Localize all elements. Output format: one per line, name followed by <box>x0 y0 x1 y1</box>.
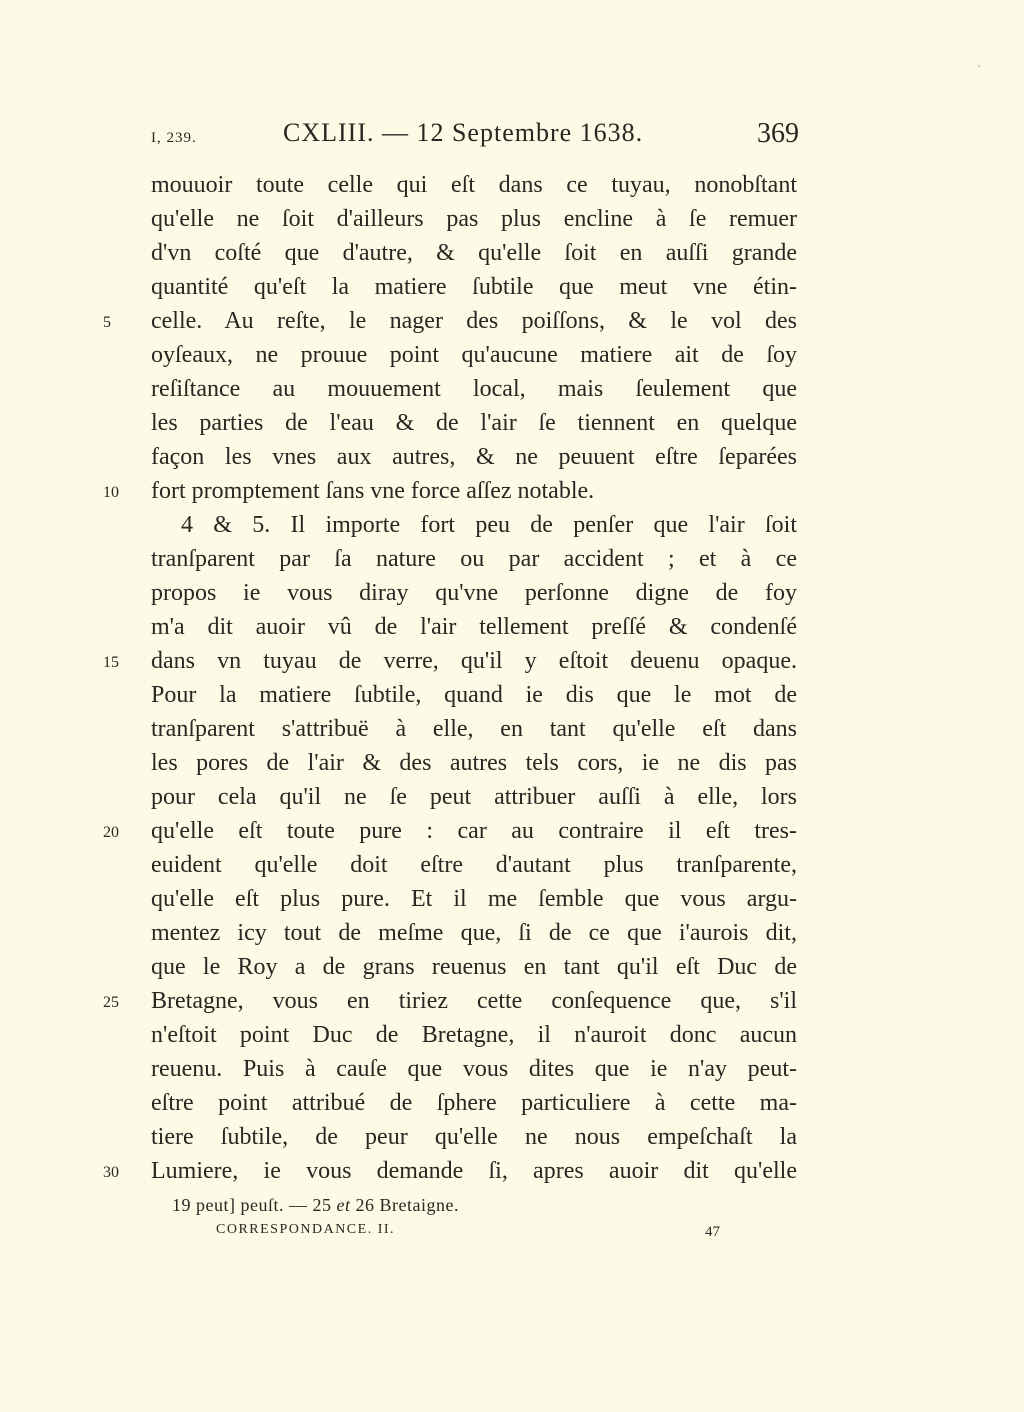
line-number: 30 <box>103 1164 119 1181</box>
text-line <box>151 168 797 202</box>
volume-reference: I, 239. <box>151 130 197 146</box>
body-text <box>103 168 797 1188</box>
line-text: dans vn tuyau de verre, qu'il y eſtoit deuenu opaque. <box>151 648 797 674</box>
text-line <box>103 304 797 338</box>
text-line <box>151 202 797 236</box>
line-text: mouuoir toute celle qui eſt dans ce tuyau, nonobſtant <box>151 172 797 198</box>
line-text: qu'elle ne ſoit d'ailleurs pas plus encline à ſe remuer <box>151 206 797 232</box>
text-line <box>151 542 797 576</box>
text-line <box>151 882 797 916</box>
text-line <box>151 576 797 610</box>
line-text: reſiſtance au mouuement local, mais ſeulement que <box>151 376 797 402</box>
text-line <box>151 1052 797 1086</box>
line-text: les pores de l'air & des autres tels cors, ie ne dis pas <box>151 750 797 776</box>
line-text: Pour la matiere ſubtile, quand ie dis que le mot de <box>151 682 797 708</box>
line-text: m'a dit auoir vû de l'air tellement preſſé & condenſé <box>151 614 797 640</box>
text-line <box>103 474 797 508</box>
text-line <box>151 610 797 644</box>
line-number: 15 <box>103 654 119 671</box>
text-line <box>151 372 797 406</box>
text-line <box>151 780 797 814</box>
line-text: tranſparent par ſa nature ou par accident ; et à ce <box>151 546 797 572</box>
line-text: tiere ſubtile, de peur qu'elle ne nous empeſchaſt la <box>151 1124 797 1150</box>
text-line <box>151 270 797 304</box>
line-text: oyſeaux, ne prouue point qu'aucune matiere ait de ſoy <box>151 342 797 368</box>
text-line <box>151 1120 797 1154</box>
gathering-number: 47 <box>705 1224 720 1240</box>
footnote-part-1: 19 peut] peuſt. — 25 <box>172 1195 337 1215</box>
running-header <box>0 116 1024 160</box>
line-text: qu'elle eſt plus pure. Et il me ſemble que vous argu- <box>151 886 797 912</box>
text-line <box>103 1154 797 1188</box>
line-number: 20 <box>103 824 119 841</box>
line-text: eſtre point attribué de ſphere particuliere à cette ma- <box>151 1090 797 1116</box>
text-line <box>151 848 797 882</box>
text-line <box>103 984 797 1018</box>
line-text: n'eſtoit point Duc de Bretagne, il n'auroit donc aucun <box>151 1022 797 1048</box>
line-text: quantité qu'eſt la matiere ſubtile que meut vne étin- <box>151 274 797 300</box>
text-line <box>151 406 797 440</box>
line-number: 10 <box>103 484 119 501</box>
letter-title: CXLIII. — 12 Septembre 1638. <box>283 118 644 147</box>
line-text: que le Roy a de grans reuenus en tant qu'il eſt Duc de <box>151 954 797 980</box>
line-text: pour cela qu'il ne ſe peut attribuer auſſi à elle, lors <box>151 784 797 810</box>
signature-mark: CORRESPONDANCE. II. <box>216 1222 396 1237</box>
text-line <box>151 746 797 780</box>
text-line <box>151 950 797 984</box>
line-number: 25 <box>103 994 119 1011</box>
text-line <box>151 440 797 474</box>
line-text: celle. Au reſte, le nager des poiſſons, & le vol des <box>151 308 797 334</box>
text-line <box>151 678 797 712</box>
text-line <box>151 916 797 950</box>
text-line <box>103 644 797 678</box>
line-text: 4 & 5. Il importe fort peu de penſer que l'air ſoit <box>181 512 797 538</box>
text-line <box>151 1018 797 1052</box>
line-text: tranſparent s'attribuë à elle, en tant qu'elle eſt dans <box>151 716 797 742</box>
line-text: Bretagne, vous en tiriez cette conſequence que, s'il <box>151 988 797 1014</box>
footnote-italic: et <box>336 1195 351 1215</box>
line-number: 5 <box>103 314 111 331</box>
line-text: fort promptement ſans vne force aſſez notable. <box>151 478 595 504</box>
line-text: qu'elle eſt toute pure : car au contraire il eſt tres- <box>151 818 797 844</box>
line-text: façon les vnes aux autres, & ne peuuent eſtre ſeparées <box>151 444 797 470</box>
footnote-part-2: 26 Bretaigne. <box>350 1195 459 1215</box>
text-line <box>151 508 797 542</box>
speck <box>978 65 980 67</box>
page-number: 369 <box>757 118 799 149</box>
line-text: les parties de l'eau & de l'air ſe tiennent en quelque <box>151 410 797 436</box>
text-line <box>151 1086 797 1120</box>
footnote <box>172 1195 459 1216</box>
line-text: Lumiere, ie vous demande ſi, apres auoir dit qu'elle <box>151 1158 797 1184</box>
line-text: reuenu. Puis à cauſe que vous dites que ie n'ay peut- <box>151 1056 797 1082</box>
text-line <box>151 712 797 746</box>
line-text: mentez icy tout de meſme que, ſi de ce que i'aurois dit, <box>151 920 797 946</box>
line-text: d'vn coſté que d'autre, & qu'elle ſoit en auſſi grande <box>151 240 797 266</box>
text-line <box>151 338 797 372</box>
text-line <box>151 236 797 270</box>
text-line <box>103 814 797 848</box>
line-text: propos ie vous diray qu'vne perſonne digne de foy <box>151 580 797 606</box>
line-text: euident qu'elle doit eſtre d'autant plus tranſparente, <box>151 852 797 878</box>
